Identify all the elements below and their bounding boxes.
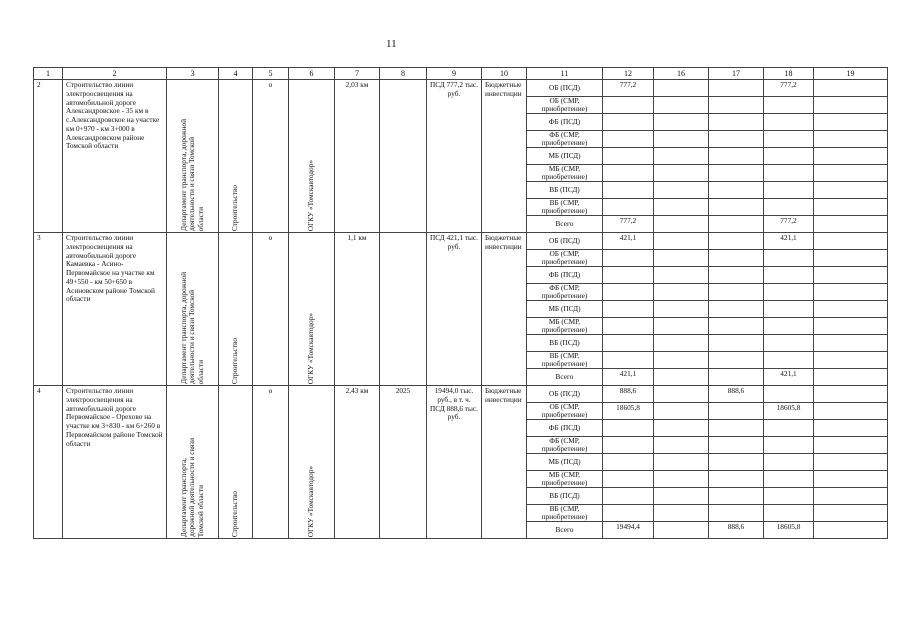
source-label: ФБ (ПСД): [527, 267, 603, 284]
value-col19: [814, 97, 888, 114]
value-col18: [764, 386, 814, 403]
value-col12: 421,1: [603, 233, 654, 250]
work-type-text: Строительство: [230, 337, 240, 384]
customer-name: [289, 386, 335, 539]
source-label: ОБ (ПСД): [527, 233, 603, 250]
value-col12: [603, 250, 654, 267]
value-col12: [603, 505, 654, 522]
value-col18: 777,2: [764, 80, 814, 97]
column-number: 1: [34, 68, 63, 80]
value-col16: [654, 114, 709, 131]
value-col19: [814, 403, 888, 420]
work-type: [219, 386, 253, 539]
row-number: 3: [34, 233, 63, 386]
customer-name-text: ОГКУ «Томскавтодор»: [306, 159, 316, 231]
value-col12: [603, 97, 654, 114]
source-label: МБ (ПСД): [527, 454, 603, 471]
table-row: [34, 386, 888, 403]
value-col16: [654, 80, 709, 97]
value-col19: [814, 335, 888, 352]
department-name: [167, 386, 219, 539]
source-label: Всего: [527, 522, 603, 539]
column-number: 18: [764, 68, 814, 80]
value-col19: [814, 148, 888, 165]
value-col16: [654, 182, 709, 199]
value-col16: [654, 233, 709, 250]
value-col18: [764, 454, 814, 471]
source-label: МБ (ПСД): [527, 148, 603, 165]
value-col17: [709, 488, 764, 505]
source-label: Всего: [527, 369, 603, 386]
value-col16: [654, 216, 709, 233]
value-col19: [814, 267, 888, 284]
object-length: 1,1 км: [335, 233, 380, 386]
source-label: ОБ (СМР, приобретение): [527, 403, 603, 420]
column-number: 4: [219, 68, 253, 80]
value-col17: [709, 420, 764, 437]
funding-form: Бюджетные инвестиции: [482, 233, 527, 386]
value-col19: [814, 233, 888, 250]
value-col12: [603, 471, 654, 488]
type-marker: о: [253, 386, 289, 539]
source-label: ВБ (СМР, приобретение): [527, 352, 603, 369]
value-col19: [814, 471, 888, 488]
value-col16: [654, 352, 709, 369]
value-col16: [654, 403, 709, 420]
value-col17: [709, 318, 764, 335]
column-number: 5: [253, 68, 289, 80]
source-label: Всего: [527, 216, 603, 233]
value-col16: [654, 318, 709, 335]
value-col12: [603, 131, 654, 148]
source-label: МБ (СМР, приобретение): [527, 318, 603, 335]
value-col19: [814, 454, 888, 471]
value-col12: [603, 284, 654, 301]
value-col18: 18605,8: [764, 403, 814, 420]
object-length: 2,43 км: [335, 386, 380, 539]
value-col12: [603, 420, 654, 437]
source-label: ВБ (СМР, приобретение): [527, 199, 603, 216]
value-col18: [764, 165, 814, 182]
customer-name-text: ОГКУ «Томскавтодор»: [306, 312, 316, 384]
column-number: 16: [654, 68, 709, 80]
source-label: МБ (СМР, приобретение): [527, 165, 603, 182]
value-col18: [764, 114, 814, 131]
value-col18: [764, 335, 814, 352]
value-col16: [654, 250, 709, 267]
value-col16: [654, 131, 709, 148]
value-col17: [709, 369, 764, 386]
value-col18: 421,1: [764, 233, 814, 250]
value-col17: [709, 182, 764, 199]
estimated-cost: 19494,0 тыс. руб., в т. ч. ПСД 888,6 тыс. руб.: [427, 386, 482, 539]
column-number: 12: [603, 68, 654, 80]
value-col19: [814, 250, 888, 267]
value-col18: [764, 131, 814, 148]
value-col19: [814, 301, 888, 318]
value-col17: [709, 165, 764, 182]
department-name-wrap: [170, 234, 215, 384]
column-number: 8: [380, 68, 427, 80]
value-col18: [764, 471, 814, 488]
department-name-line: деятельности и связи Томской: [187, 137, 197, 231]
value-col17: [709, 471, 764, 488]
value-col17: [709, 403, 764, 420]
value-col18: 18605,8: [764, 522, 814, 539]
value-col12: [603, 437, 654, 454]
value-col18: [764, 318, 814, 335]
source-label: ФБ (ПСД): [527, 420, 603, 437]
value-col12: [603, 199, 654, 216]
value-col16: [654, 488, 709, 505]
funding-form: Бюджетные инвестиции: [482, 80, 527, 233]
value-col19: [814, 437, 888, 454]
value-col12: 777,2: [603, 80, 654, 97]
work-type-text: Строительство: [230, 184, 240, 231]
row-number: 4: [34, 386, 63, 539]
value-col12: [603, 488, 654, 505]
department-name-line: области: [195, 359, 205, 384]
value-col18: [764, 505, 814, 522]
value-col16: [654, 420, 709, 437]
value-col12: [603, 165, 654, 182]
value-col12: [603, 148, 654, 165]
value-col16: [654, 471, 709, 488]
department-name-line: Томской области: [195, 484, 205, 537]
type-marker: о: [253, 233, 289, 386]
value-col16: [654, 97, 709, 114]
work-type-wrap: [222, 81, 249, 231]
value-col17: [709, 199, 764, 216]
value-col19: [814, 505, 888, 522]
source-label: ФБ (ПСД): [527, 114, 603, 131]
page-number: 11: [386, 38, 397, 50]
customer-name-text: ОГКУ «Томскавтодор»: [306, 465, 316, 537]
value-col19: [814, 80, 888, 97]
value-col17: [709, 437, 764, 454]
value-col16: [654, 165, 709, 182]
department-name: [167, 233, 219, 386]
value-col18: 421,1: [764, 369, 814, 386]
value-col19: [814, 182, 888, 199]
value-col17: [709, 505, 764, 522]
value-col17: [709, 454, 764, 471]
value-col19: [814, 114, 888, 131]
column-number: 3: [167, 68, 219, 80]
object-name: Строительство линии электроосвещения на автомобильной дороге Камаевка - Асино-Первомайское на участке км 49+550 - км 50+650 в Асиновском районе Томской области: [63, 233, 167, 386]
value-col17: [709, 284, 764, 301]
value-col18: [764, 199, 814, 216]
row-number: 2: [34, 80, 63, 233]
department-name: [167, 80, 219, 233]
column-number: 9: [427, 68, 482, 80]
column-number: 7: [335, 68, 380, 80]
value-col12: 19494,4: [603, 522, 654, 539]
value-col12: 18605,8: [603, 403, 654, 420]
source-label: МБ (СМР, приобретение): [527, 471, 603, 488]
value-col17: [709, 80, 764, 97]
value-col18: 777,2: [764, 216, 814, 233]
value-col18: [764, 488, 814, 505]
column-number: 17: [709, 68, 764, 80]
value-col16: [654, 199, 709, 216]
source-label: ОБ (СМР, приобретение): [527, 250, 603, 267]
work-type: [219, 233, 253, 386]
funding-form: Бюджетные инвестиции: [482, 386, 527, 539]
value-col17: 888,6: [709, 522, 764, 539]
value-col19: [814, 386, 888, 403]
value-col18: [764, 250, 814, 267]
source-label: ОБ (ПСД): [527, 386, 603, 403]
value-col16: [654, 335, 709, 352]
value-col12: [603, 267, 654, 284]
value-col18: [764, 437, 814, 454]
value-col12: [603, 114, 654, 131]
column-number: 10: [482, 68, 527, 80]
value-col12: 888,6: [603, 386, 654, 403]
value-col16: [654, 454, 709, 471]
source-label: ВБ (ПСД): [527, 488, 603, 505]
value-col19: [814, 488, 888, 505]
source-label: ВБ (СМР, приобретение): [527, 505, 603, 522]
value-col17: [709, 233, 764, 250]
value-col12: [603, 454, 654, 471]
work-type-wrap: [222, 387, 249, 537]
department-name-line: области: [195, 206, 205, 231]
value-col16: [654, 284, 709, 301]
value-col12: [603, 301, 654, 318]
value-col16: [654, 437, 709, 454]
value-col19: [814, 522, 888, 539]
source-label: ФБ (СМР, приобретение): [527, 284, 603, 301]
value-col17: [709, 301, 764, 318]
value-col19: [814, 369, 888, 386]
value-col12: [603, 182, 654, 199]
value-col17: [709, 216, 764, 233]
value-col18: [764, 97, 814, 114]
value-col19: [814, 420, 888, 437]
department-name-line: Департамент транспорта, дорожной: [178, 119, 188, 231]
customer-name: [289, 233, 335, 386]
value-col17: [709, 131, 764, 148]
object-name: Строительство линии электроосвещения на автомобильной дороге Первомайское - Орехово на участке км 3+830 - км 6+260 в Первомайском районе Томской области: [63, 386, 167, 539]
customer-name: [289, 80, 335, 233]
column-number: 11: [527, 68, 603, 80]
source-label: ОБ (ПСД): [527, 80, 603, 97]
value-col17: [709, 335, 764, 352]
column-number: 6: [289, 68, 335, 80]
source-label: ФБ (СМР, приобретение): [527, 437, 603, 454]
value-col18: [764, 148, 814, 165]
table-row: [34, 80, 888, 97]
value-col16: [654, 522, 709, 539]
value-col17: [709, 267, 764, 284]
type-marker: о: [253, 80, 289, 233]
value-col18: [764, 182, 814, 199]
value-col19: [814, 131, 888, 148]
commissioning-year: [380, 80, 427, 233]
value-col18: [764, 267, 814, 284]
source-label: ВБ (ПСД): [527, 182, 603, 199]
value-col19: [814, 318, 888, 335]
value-col16: [654, 505, 709, 522]
value-col16: [654, 369, 709, 386]
value-col19: [814, 284, 888, 301]
value-col19: [814, 199, 888, 216]
source-label: ВБ (ПСД): [527, 335, 603, 352]
value-col17: [709, 97, 764, 114]
commissioning-year: 2025: [380, 386, 427, 539]
work-type-wrap: [222, 234, 249, 384]
customer-name-wrap: [292, 81, 331, 231]
column-number: 19: [814, 68, 888, 80]
object-name: Строительство линии электроосвещения на автомобильной дороге Александровское - 35 км в с.Александровское на участке км 0+970 - км 3+000 в Александровском районе Томской области: [63, 80, 167, 233]
column-number-row: [34, 68, 888, 80]
value-col12: 777,2: [603, 216, 654, 233]
source-label: ОБ (СМР, приобретение): [527, 97, 603, 114]
value-col19: [814, 216, 888, 233]
value-col19: [814, 165, 888, 182]
value-col16: [654, 386, 709, 403]
department-name-wrap: [170, 81, 215, 231]
value-col17: [709, 352, 764, 369]
work-type-text: Строительство: [230, 490, 240, 537]
value-col12: [603, 352, 654, 369]
table-row: [34, 233, 888, 250]
customer-name-wrap: [292, 234, 331, 384]
value-col16: [654, 148, 709, 165]
source-label: ФБ (СМР, приобретение): [527, 131, 603, 148]
value-col12: 421,1: [603, 369, 654, 386]
column-number: 2: [63, 68, 167, 80]
value-col17: 888,6: [709, 386, 764, 403]
source-label: МБ (ПСД): [527, 301, 603, 318]
value-col16: [654, 267, 709, 284]
department-name-line: Департамент транспорта, дорожной: [178, 272, 188, 384]
customer-name-wrap: [292, 387, 331, 537]
value-col16: [654, 301, 709, 318]
value-col12: [603, 335, 654, 352]
estimated-cost: ПСД 421,1 тыс. руб.: [427, 233, 482, 386]
work-type: [219, 80, 253, 233]
value-col17: [709, 250, 764, 267]
value-col18: [764, 420, 814, 437]
department-name-line: Департамент транспорта,: [178, 457, 188, 537]
value-col18: [764, 352, 814, 369]
department-name-line: деятельности и связи Томской: [187, 290, 197, 384]
estimated-cost: ПСД 777,2 тыс. руб.: [427, 80, 482, 233]
value-col17: [709, 148, 764, 165]
value-col12: [603, 318, 654, 335]
value-col18: [764, 284, 814, 301]
commissioning-year: [380, 233, 427, 386]
department-name-line: дорожной деятельности и связи: [187, 438, 197, 537]
value-col17: [709, 114, 764, 131]
value-col18: [764, 301, 814, 318]
object-length: 2,03 км: [335, 80, 380, 233]
investment-table: [33, 67, 888, 539]
department-name-wrap: [170, 387, 215, 537]
value-col19: [814, 352, 888, 369]
